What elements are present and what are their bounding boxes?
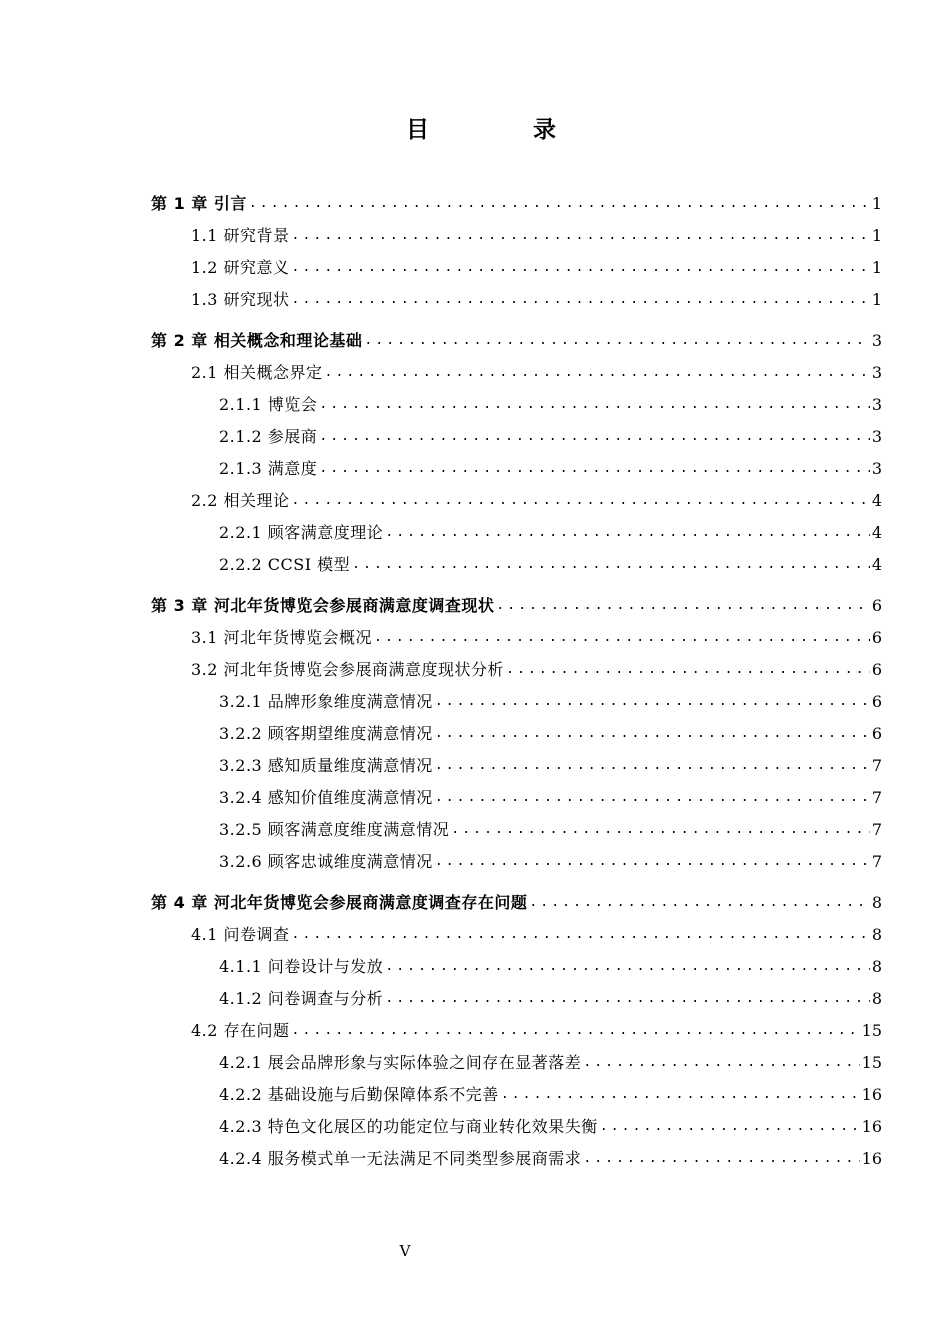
toc-dot-leader [583,1049,859,1077]
toc-entry-page-number: 6 [871,596,882,615]
toc-entry-title: 第 3 章 河北年货博览会参展商满意度调查现状 [151,596,495,615]
toc-section-entry [191,359,882,387]
toc-entry-page-number: 6 [871,628,882,647]
toc-entry-title: 4.2 存在问题 [191,1021,290,1040]
toc-entry-title: 3.2.3 感知质量维度满意情况 [219,756,433,775]
toc-entry-title: 第 1 章 引言 [151,194,247,213]
toc-entry-title: 4.2.4 服务模式单一无法满足不同类型参展商需求 [219,1149,582,1168]
toc-dot-leader [435,688,870,716]
toc-subsection-entry [219,1081,882,1109]
toc-entry-title: 3.2.1 品牌形象维度满意情况 [219,692,433,711]
toc-section-entry [191,1017,882,1045]
toc-dot-leader [292,1017,860,1045]
toc-entry-page-number: 16 [861,1117,882,1136]
toc-section-entry [191,487,882,515]
toc-entry-page-number: 16 [861,1149,882,1168]
toc-entry-page-number: 8 [871,893,882,912]
toc-dot-leader [435,720,870,748]
toc-dot-leader [496,592,869,620]
page-title: 目 录 [405,117,604,143]
toc-entry-page-number: 1 [871,258,882,277]
toc-chapter-entry [151,889,882,917]
toc-entry-page-number: 7 [871,852,882,871]
toc-entry-title: 2.1.2 参展商 [219,427,318,446]
toc-dot-leader [319,391,870,419]
toc-entry-title: 2.2 相关理论 [191,491,290,510]
toc-entry-page-number: 7 [871,820,882,839]
toc-entry-title: 4.2.2 基础设施与后勤保障体系不完善 [219,1085,499,1104]
toc-entry-title: 1.3 研究现状 [191,290,290,309]
toc-dot-leader [292,921,870,949]
toc-entry-title: 1.1 研究背景 [191,226,290,245]
toc-entry-page-number: 3 [871,395,882,414]
toc-dot-leader [501,1081,860,1109]
toc-entry-title: 第 2 章 相关概念和理论基础 [151,331,363,350]
toc-section-entry [191,254,882,282]
toc-dot-leader [249,190,870,218]
toc-chapter-entry [151,592,882,620]
toc-subsection-entry [219,519,882,547]
toc-entry-title: 2.2.2 CCSI 模型 [219,555,351,574]
toc-dot-leader [600,1113,860,1141]
toc-entry-title: 3.2 河北年货博览会参展商满意度现状分析 [191,660,505,679]
toc-dot-leader [352,551,870,579]
toc-dot-leader [325,359,870,387]
toc-dot-leader [364,327,869,355]
toc-subsection-entry [219,1113,882,1141]
toc-entry-title: 3.2.2 顾客期望维度满意情况 [219,724,433,743]
toc-entry-page-number: 8 [871,957,882,976]
toc-subsection-entry [219,720,882,748]
toc-entry-page-number: 3 [871,363,882,382]
toc-subsection-entry [219,551,882,579]
toc-entry-title: 3.2.6 顾客忠诚维度满意情况 [219,852,433,871]
toc-section-entry [191,921,882,949]
toc-entry-page-number: 8 [871,989,882,1008]
toc-dot-leader [506,656,870,684]
toc-dot-leader [451,816,870,844]
toc-entry-page-number: 6 [871,724,882,743]
toc-entry-page-number: 7 [871,756,882,775]
toc-subsection-entry [219,391,882,419]
toc-dot-leader [319,455,870,483]
toc-entry-title: 2.1.3 满意度 [219,459,318,478]
toc-subsection-entry [219,423,882,451]
toc-subsection-entry [219,688,882,716]
toc-dot-leader [529,889,869,917]
toc-entry-title: 3.2.5 顾客满意度维度满意情况 [219,820,450,839]
toc-dot-leader [435,848,870,876]
toc-dot-leader [319,423,870,451]
toc-subsection-entry [219,1145,882,1173]
toc-entry-page-number: 1 [871,194,882,213]
toc-subsection-entry [219,985,882,1013]
toc-entry-title: 第 4 章 河北年货博览会参展商满意度调查存在问题 [151,893,528,912]
toc-dot-leader [385,985,870,1013]
toc-entry-title: 4.1.2 问卷调查与分析 [219,989,384,1008]
toc-subsection-entry [219,455,882,483]
toc-section-entry [191,624,882,652]
toc-dot-leader [385,519,870,547]
toc-dot-leader [435,784,870,812]
toc-entry-page-number: 15 [861,1053,882,1072]
toc-entry-title: 3.1 河北年货博览会概况 [191,628,373,647]
toc-entry-page-number: 6 [871,692,882,711]
toc-dot-leader [292,286,870,314]
toc-entry-page-number: 4 [871,523,882,542]
toc-dot-leader [292,487,870,515]
toc-entry-title: 2.2.1 顾客满意度理论 [219,523,384,542]
toc-subsection-entry [219,784,882,812]
toc-entry-title: 4.1.1 问卷设计与发放 [219,957,384,976]
toc-chapter-entry [151,190,882,218]
toc-dot-leader [292,254,870,282]
toc-entry-page-number: 3 [871,459,882,478]
toc-entry-page-number: 6 [871,660,882,679]
toc-entry-title: 4.2.1 展会品牌形象与实际体验之间存在显著落差 [219,1053,582,1072]
toc-entry-page-number: 4 [871,555,882,574]
toc-subsection-entry [219,1049,882,1077]
toc-entry-page-number: 4 [871,491,882,510]
toc-dot-leader [374,624,870,652]
toc-dot-leader [435,752,870,780]
toc-dot-leader [385,953,870,981]
toc-dot-leader [583,1145,859,1173]
toc-subsection-entry [219,752,882,780]
footer-page-number: V [399,1242,411,1260]
toc-entry-title: 2.1 相关概念界定 [191,363,323,382]
toc-section-entry [191,656,882,684]
toc-subsection-entry [219,848,882,876]
toc-entry-title: 3.2.4 感知价值维度满意情况 [219,788,433,807]
toc-entry-page-number: 3 [871,427,882,446]
toc-entry-page-number: 1 [871,226,882,245]
toc-entry-title: 1.2 研究意义 [191,258,290,277]
toc-entry-page-number: 1 [871,290,882,309]
toc-subsection-entry [219,953,882,981]
toc-entry-page-number: 16 [861,1085,882,1104]
toc-entry-page-number: 7 [871,788,882,807]
toc-dot-leader [292,222,870,250]
toc-section-entry [191,222,882,250]
toc-chapter-entry [151,327,882,355]
toc-entry-page-number: 15 [861,1021,882,1040]
toc-section-entry [191,286,882,314]
toc-entry-page-number: 8 [871,925,882,944]
toc-subsection-entry [219,816,882,844]
toc-entry-page-number: 3 [871,331,882,350]
toc-entry-title: 4.2.3 特色文化展区的功能定位与商业转化效果失衡 [219,1117,598,1136]
toc-entry-title: 2.1.1 博览会 [219,395,318,414]
toc-entry-title: 4.1 问卷调查 [191,925,290,944]
